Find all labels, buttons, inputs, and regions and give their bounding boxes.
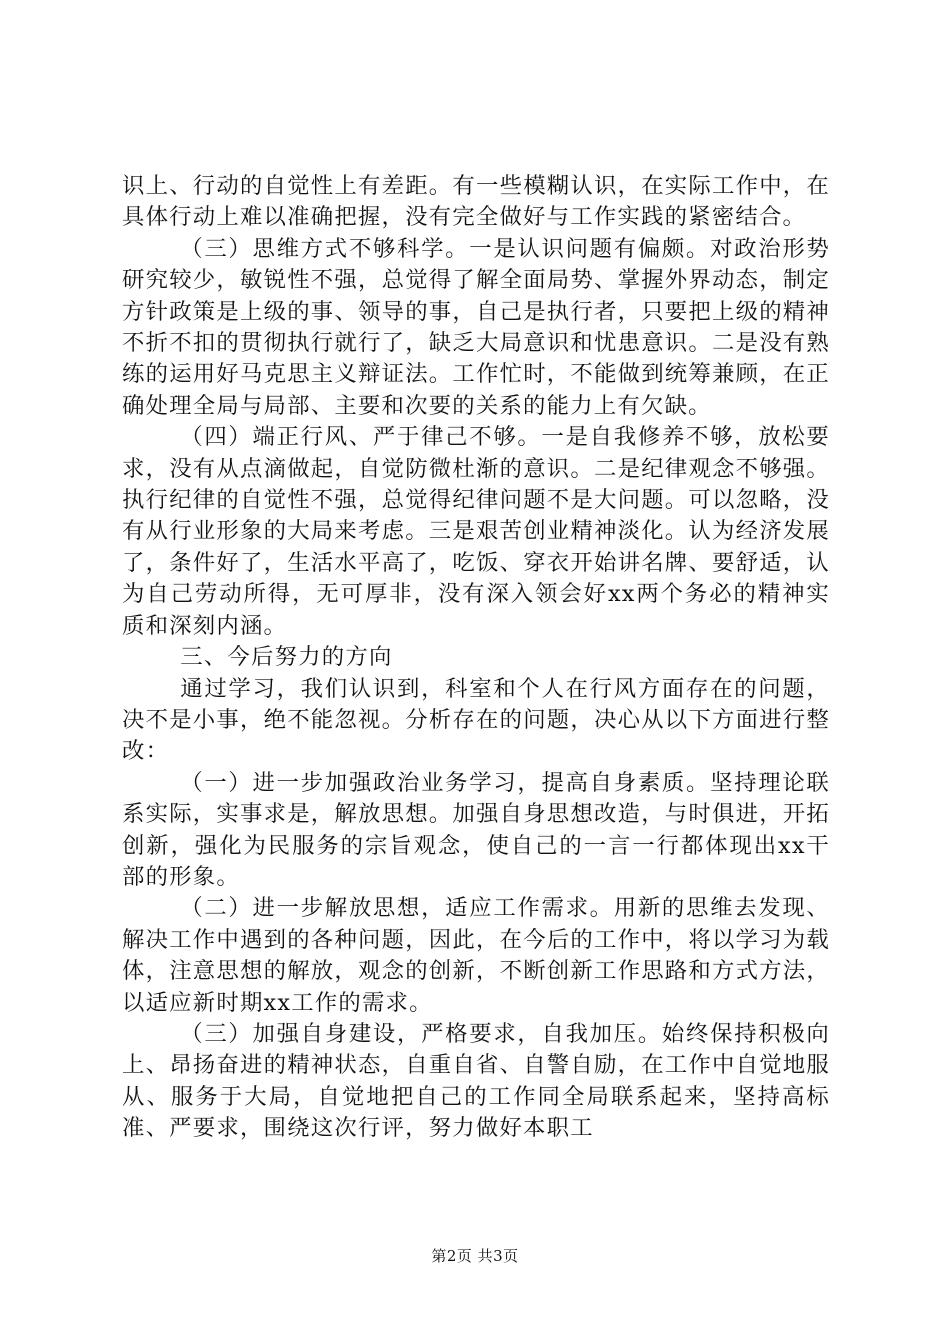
page-number: 第2页 共3页	[431, 1247, 519, 1265]
paragraph-item-4: （四）端正行风、严于律己不够。一是自我修养不够，放松要求，没有从点滴做起，自觉防微杜渐的意识。二是纪律观念不够强。执行纪律的自觉性不强，总觉得纪律问题不是大问题。可以忽略，没有从行业形象的大局来考虑。三是艰苦创业精神淡化。认为经济发展了，条件好了，生活水平高了，吃饭、穿衣开始讲名牌、要舒适，认为自己劳动所得，无可厚非，没有深入领会好xx两个务必的精神实质和深刻内涵。	[122, 424, 830, 639]
paragraph-continuation: 识上、行动的自觉性上有差距。有一些模糊认识，在实际工作中，在具体行动上难以准确把握，没有完全做好与工作实践的紧密结合。	[122, 173, 830, 231]
paragraph-measure-2: （二）进一步解放思想，适应工作需求。用新的思维去发现、解决工作中遇到的各种问题，因此，在今后的工作中，将以学习为载体，注意思想的解放，观念的创新，不断创新工作思路和方式方法，以适应新时期xx工作的需求。	[122, 895, 830, 1016]
paragraph-measure-1: （一）进一步加强政治业务学习，提高自身素质。坚持理论联系实际，实事求是，解放思想。加强自身思想改造，与时俱进，开拓创新，强化为民服务的宗旨观念，使自己的一言一行都体现出xx干部的形象。	[122, 769, 830, 890]
page-footer	[0, 1246, 950, 1266]
paragraph-intro: 通过学习，我们认识到，科室和个人在行风方面存在的问题，决不是小事，绝不能忽视。分析存在的问题，决心从以下方面进行整改：	[122, 675, 830, 765]
document-body	[122, 171, 830, 1145]
paragraph-item-3: （三）思维方式不够科学。一是认识问题有偏颇。对政治形势研究较少，敏锐性不强，总觉得了解全面局势、掌握外界动态，制定方针政策是上级的事、领导的事，自己是执行者，只要把上级的精神不折不扣的贯彻执行就行了，缺乏大局意识和忧患意识。二是没有熟练的运用好马克思主义辩证法。工作忙时，不能做到统筹兼顾，在正确处理全局与局部、主要和次要的关系的能力上有欠缺。	[122, 235, 830, 419]
section-heading: 三、今后努力的方向	[180, 644, 393, 671]
paragraph-measure-3: （三）加强自身建设，严格要求，自我加压。始终保持积极向上、昂扬奋进的精神状态，自重自省、自警自励，在工作中自觉地服从、服务于大局，自觉地把自己的工作同全局联系起来，坚持高标准、严要求，围绕这次行评，努力做好本职工	[122, 1020, 830, 1142]
